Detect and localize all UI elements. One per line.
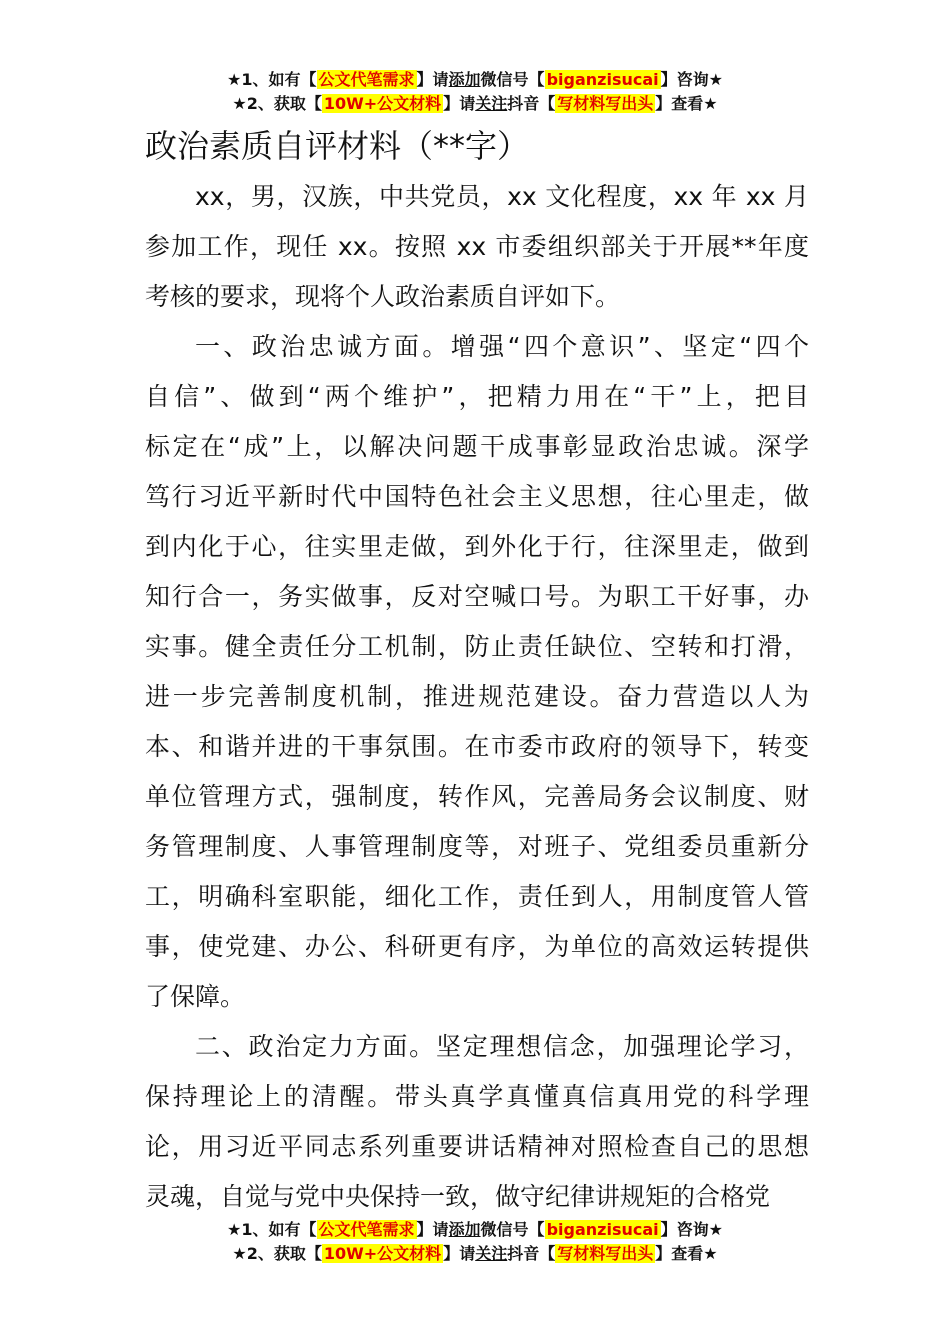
paragraph-line: 实事。健全责任分工机制，防止责任缺位、空转和打滑， xyxy=(145,632,809,661)
promo-text: 抖音【 xyxy=(507,1244,556,1263)
promo-text: 抖音【 xyxy=(507,94,556,113)
promo-text: ★1、如有【 xyxy=(227,70,317,89)
paragraph xyxy=(145,322,809,1022)
promo-text: 关注 xyxy=(475,94,508,113)
paragraph-line: xx，男，汉族，中共党员，xx 文化程度，xx 年 xx 月 xyxy=(195,182,809,211)
paragraph-line: 灵魂，自觉与党中央保持一致，做守纪律讲规矩的合格党 xyxy=(145,1182,771,1211)
paragraph xyxy=(145,1022,809,1222)
promo-text: 关注 xyxy=(475,1244,508,1263)
promo-text: 】查看★ xyxy=(655,94,718,113)
promo-line-wechat xyxy=(0,1218,950,1242)
paragraph-line: 到内化于心，往实里走做，到外化于行，往深里走，做到 xyxy=(145,532,809,561)
promo-text: 微信号【 xyxy=(480,70,545,89)
paragraph-line: 事，使党建、办公、科研更有序，为单位的高效运转提供 xyxy=(145,932,809,961)
paragraph-line: 了保障。 xyxy=(145,982,246,1011)
promo-wechat-id: biganzisucai xyxy=(546,1220,659,1239)
promo-douyin-name: 写材料写出头 xyxy=(557,1244,654,1263)
promo-text: 添加 xyxy=(448,70,481,89)
promo-wechat-id: biganzisucai xyxy=(546,70,659,89)
promo-text: 】查看★ xyxy=(655,1244,718,1263)
paragraph-line: 进一步完善制度机制，推进规范建设。奋力营造以人为 xyxy=(145,682,809,711)
paragraph-line: 二、政治定力方面。坚定理想信念，加强理论学习， xyxy=(195,1032,809,1061)
promo-line-wechat xyxy=(0,68,950,92)
promo-text: 】咨询★ xyxy=(660,70,723,89)
promo-line-douyin xyxy=(0,1242,950,1266)
promo-douyin-name: 写材料写出头 xyxy=(557,94,654,113)
promo-highlight: 10W+公文材料 xyxy=(323,1244,442,1263)
promo-header xyxy=(0,68,950,116)
promo-text: 添加 xyxy=(448,1220,481,1239)
paragraph-line: 标定在“成”上，以解决问题干成事彰显政治忠诚。深学 xyxy=(145,432,809,461)
paragraph-line: 笃行习近平新时代中国特色社会主义思想，往心里走，做 xyxy=(145,482,809,511)
paragraph-line: 保持理论上的清醒。带头真学真懂真信真用党的科学理 xyxy=(145,1082,809,1111)
document-title: 政治素质自评材料（**字） xyxy=(145,127,530,165)
paragraph-line: 一、政治忠诚方面。增强“四个意识”、坚定“四个 xyxy=(195,332,809,361)
promo-highlight: 公文代笔需求 xyxy=(318,1220,415,1239)
promo-text: ★1、如有【 xyxy=(227,1220,317,1239)
promo-text: ★2、获取【 xyxy=(232,1244,322,1263)
promo-text: ★2、获取【 xyxy=(232,94,322,113)
promo-footer xyxy=(0,1218,950,1266)
document-body xyxy=(145,172,809,1222)
paragraph-line: 考核的要求，现将个人政治素质自评如下。 xyxy=(145,282,621,311)
promo-text: 】咨询★ xyxy=(660,1220,723,1239)
promo-text: 】请 xyxy=(416,1220,449,1239)
promo-text: 微信号【 xyxy=(480,1220,545,1239)
paragraph-line: 本、和谐并进的干事氛围。在市委市政府的领导下，转变 xyxy=(145,732,809,761)
paragraph-line: 参加工作，现任 xx。按照 xx 市委组织部关于开展**年度 xyxy=(145,232,809,261)
promo-text: 】请 xyxy=(416,70,449,89)
paragraph-line: 工，明确科室职能，细化工作，责任到人，用制度管人管 xyxy=(145,882,809,911)
paragraph-line: 知行合一，务实做事，反对空喊口号。为职工干好事，办 xyxy=(145,582,809,611)
promo-highlight: 10W+公文材料 xyxy=(323,94,442,113)
paragraph xyxy=(145,172,809,322)
promo-line-douyin xyxy=(0,92,950,116)
promo-text: 】请 xyxy=(443,1244,476,1263)
paragraph-line: 单位管理方式，强制度，转作风，完善局务会议制度、财 xyxy=(145,782,809,811)
promo-text: 】请 xyxy=(443,94,476,113)
paragraph-line: 务管理制度、人事管理制度等，对班子、党组委员重新分 xyxy=(145,832,809,861)
paragraph-line: 自信”、做到“两个维护”，把精力用在“干”上，把目 xyxy=(145,382,809,411)
paragraph-line: 论，用习近平同志系列重要讲话精神对照检查自己的思想 xyxy=(145,1132,809,1161)
promo-highlight: 公文代笔需求 xyxy=(318,70,415,89)
